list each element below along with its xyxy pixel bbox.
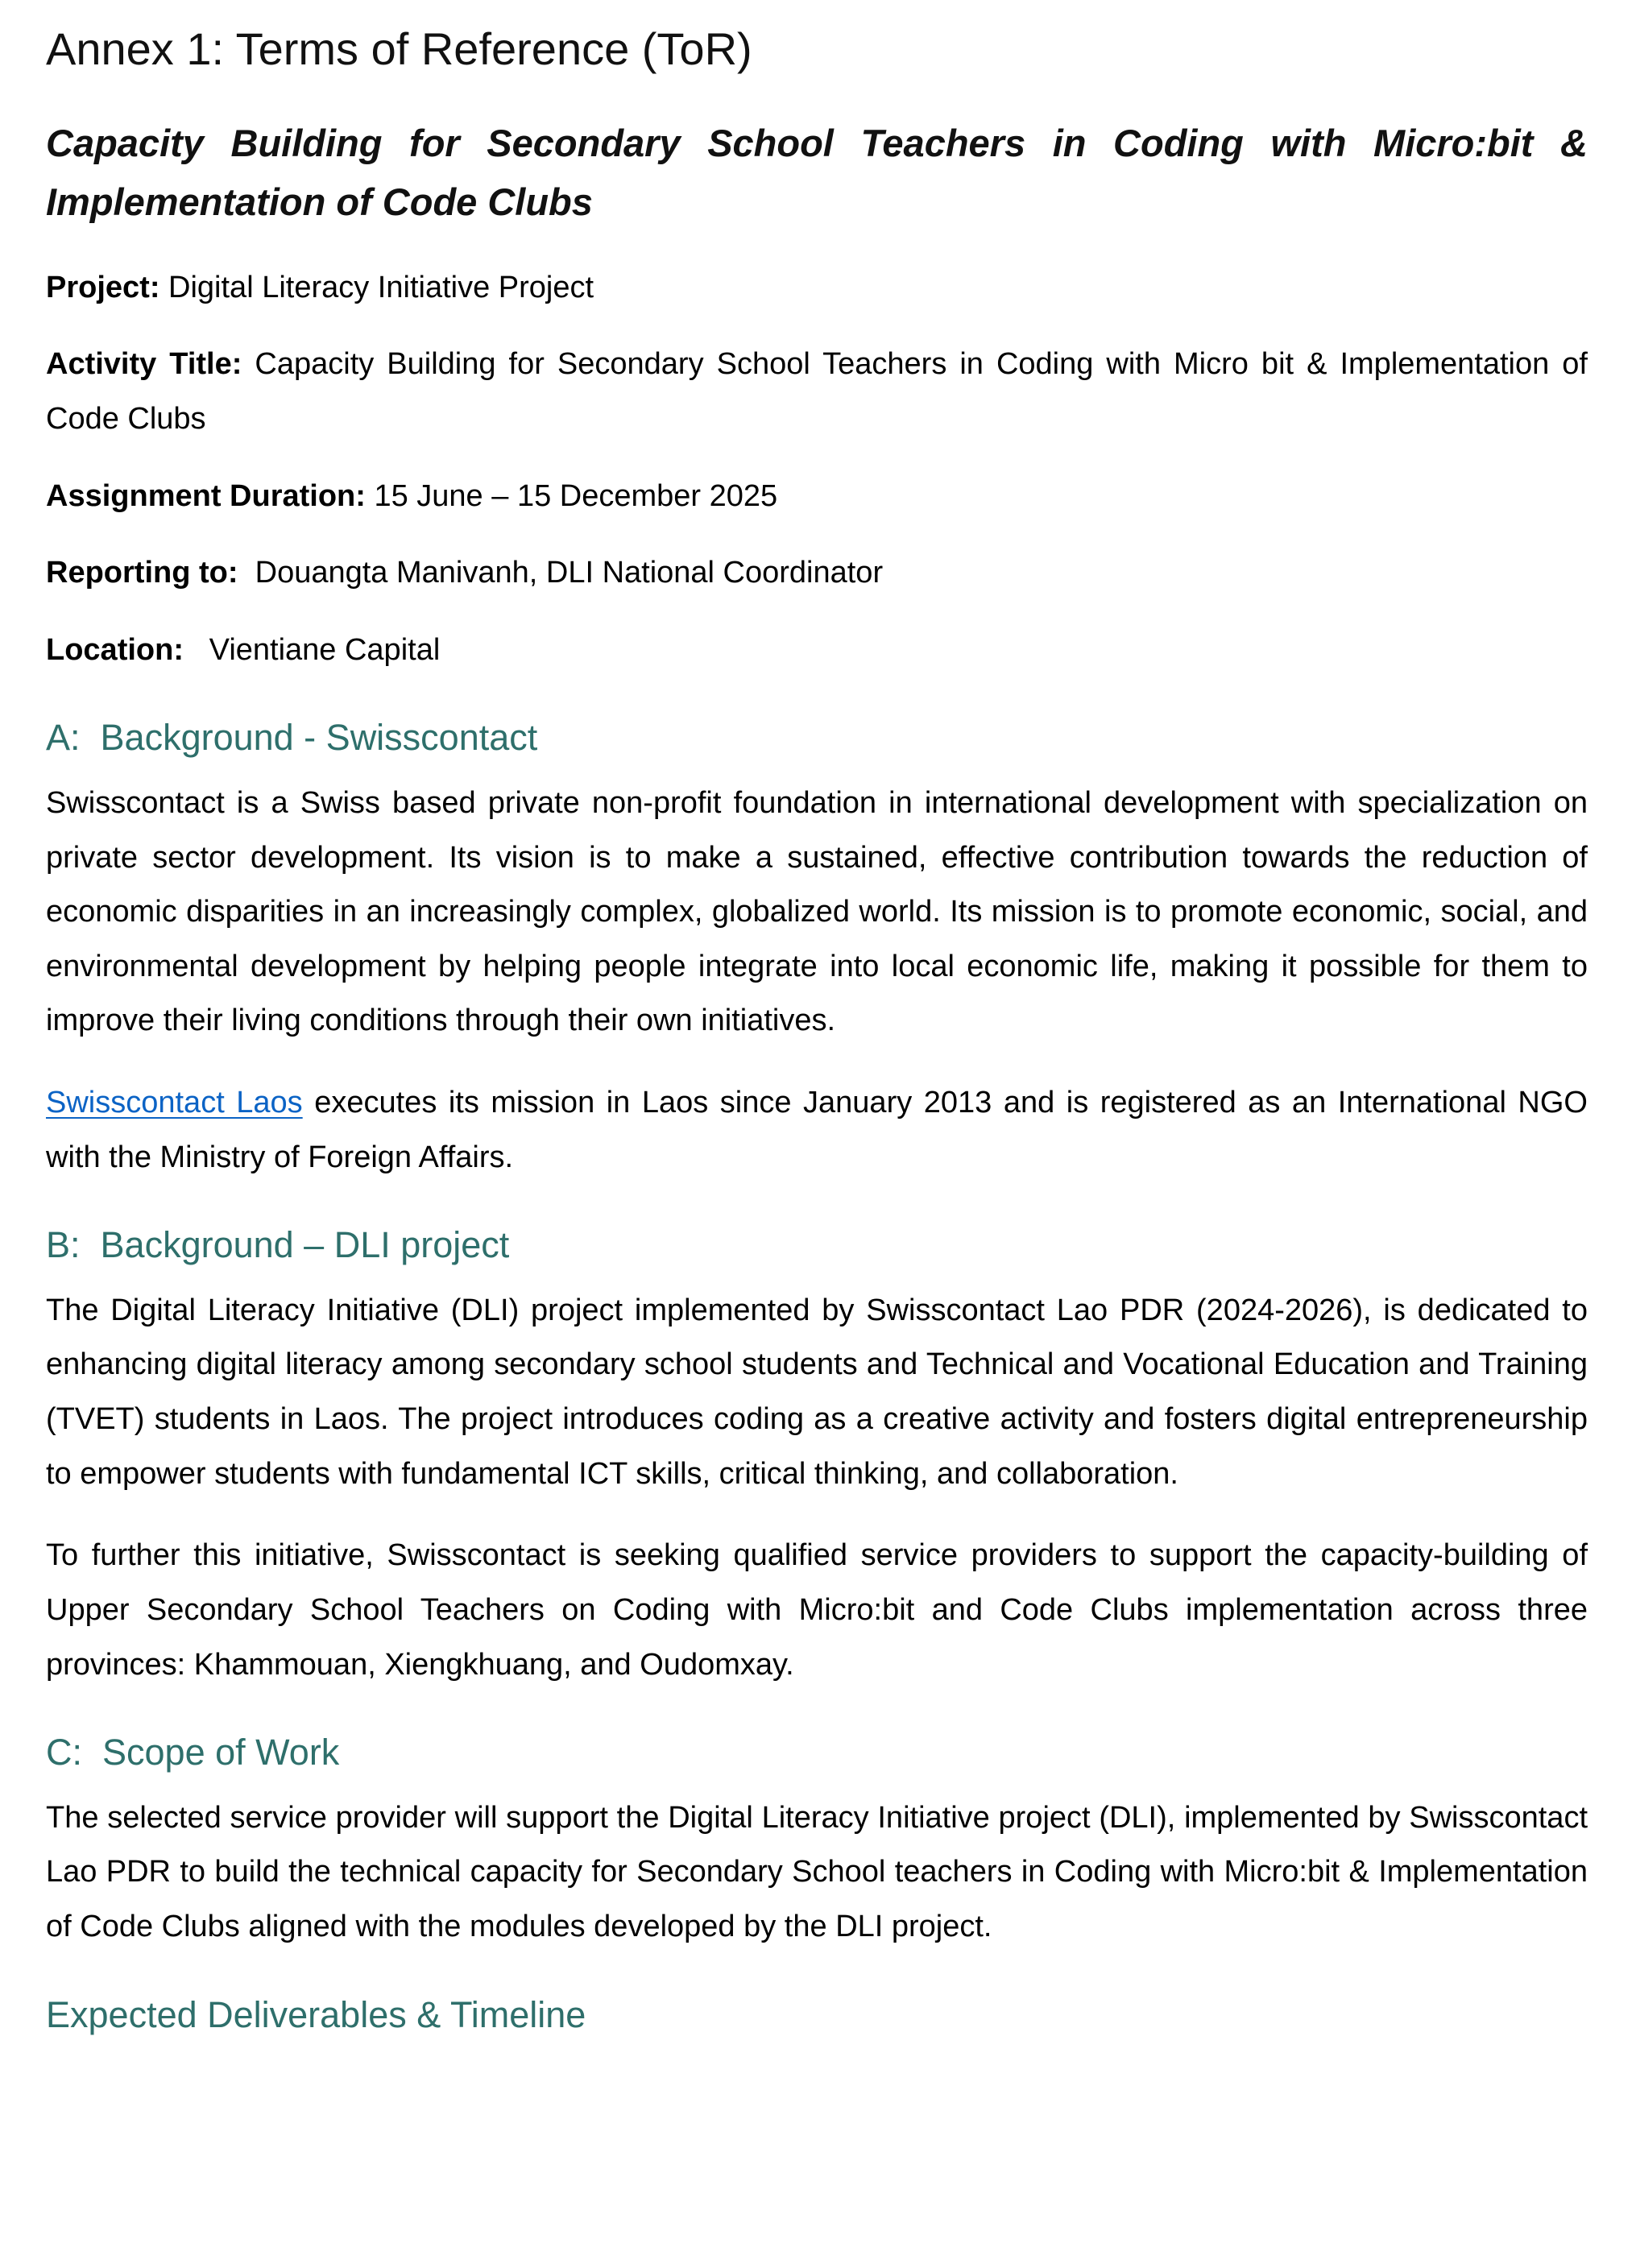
meta-assignment-duration (46, 470, 1588, 524)
meta-assignment-duration-label: Assignment Duration: (46, 478, 366, 513)
section-b-heading: B: Background – DLI project (46, 1224, 510, 1266)
meta-activity-title (46, 337, 1588, 446)
section-a-paragraph-2-text: executes its mission in Laos since January 2013 and is registered as an International NGO with the Ministry of Foreign Affairs. (46, 1086, 1588, 1174)
meta-project (46, 261, 1588, 316)
document-subtitle: Capacity Building for Secondary School Teachers in Coding with Micro:bit & Implementation of Code Clubs (46, 122, 1588, 223)
meta-location-label: Location: (46, 632, 184, 667)
meta-activity-title-label: Activity Title: (46, 347, 242, 382)
meta-location (46, 623, 1588, 678)
meta-assignment-duration-value: 15 June – 15 December 2025 (365, 478, 778, 513)
page-title: Annex 1: Terms of Reference (ToR) (46, 23, 752, 74)
section-b-paragraph-1: The Digital Literacy Initiative (DLI) project implemented by Swisscontact Lao PDR (2024-2026), is dedicated to enhancing digital literacy among secondary school students and Technical and Vocational Education and Training (TVET) students in Laos. The project introduces coding as a creative activity and fosters digital entrepreneurship to empower students with fundamental ICT skills, critical thinking, and collaboration. (46, 1293, 1588, 1491)
expected-deliverables-heading: Expected Deliverables & Timeline (46, 1993, 586, 2035)
meta-project-label: Project: (46, 270, 160, 304)
meta-reporting-to-value: Douangta Manivanh, DLI National Coordinator (238, 556, 884, 590)
meta-activity-title-value: Capacity Building for Secondary School Teachers in Coding with Micro bit & Implementation of Code Clubs (46, 347, 1588, 436)
section-a-heading: A: Background - Swisscontact (46, 717, 538, 759)
meta-project-value: Digital Literacy Initiative Project (159, 270, 594, 304)
section-c-heading: C: Scope of Work (46, 1732, 340, 1773)
section-a-paragraph-1: Swisscontact is a Swiss based private non-profit foundation in international development with specialization on private sector development. Its vision is to make a sustained, effective contribution towards the reduction of economic disparities in an increasingly complex, globalized world. Its mission is to promote economic, social, and environmental development by helping people integrate into local economic life, making it possible for them to improve their living conditions through their own initiatives. (46, 785, 1588, 1038)
meta-reporting-to-label: Reporting to: (46, 556, 238, 590)
section-c-paragraph-1: The selected service provider will support the Digital Literacy Initiative project (DLI), implemented by Swisscontact Lao PDR to build the technical capacity for Secondary School teachers in Coding with Micro:bit & Implementation of Code Clubs aligned with the modules developed by the DLI project. (46, 1800, 1588, 1943)
section-b-paragraph-2: To further this initiative, Swisscontact is seeking qualified service providers to support the capacity-building of Upper Secondary School Teachers on Coding with Micro:bit and Code Clubs implementation across three provinces: Khammouan, Xiengkhuang, and Oudomxay. (46, 1538, 1588, 1682)
section-a-paragraph-2 (46, 1076, 1588, 1185)
swisscontact-laos-link[interactable]: Swisscontact Laos (46, 1086, 303, 1120)
meta-location-value: Vientiane Capital (183, 632, 441, 667)
meta-reporting-to (46, 546, 1588, 601)
